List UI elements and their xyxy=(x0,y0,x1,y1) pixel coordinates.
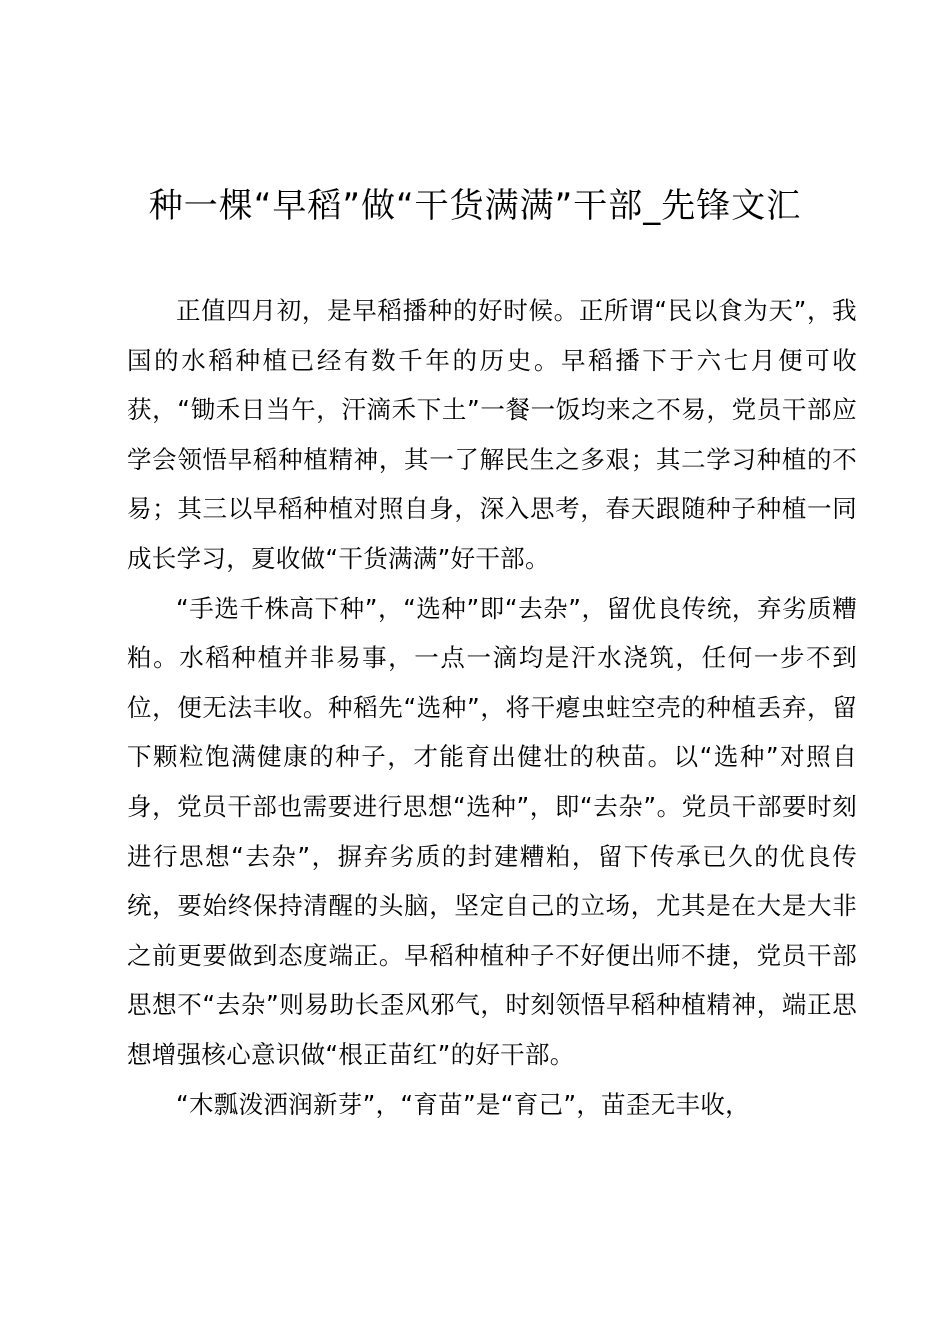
paragraph-1: 正值四月初，是早稻播种的好时候。正所谓“民以食为天”，我国的水稻种植已经有数千年的历史。早稻播下于六七月便可收获，“锄禾日当午，汗滴禾下土”一餐一饭均来之不易，党员干部应学会领悟早稻种植精神，其一了解民生之多艰；其二学习种植的不易；其三以早稻种植对照自身，深入思考，春天跟随种子种植一同成长学习，夏收做“干货满满”好干部。 xyxy=(127,296,857,573)
paragraph-2: “手选千株高下种”，“选种”即“去杂”，留优良传统，弃劣质糟粕。水稻种植并非易事，一点一滴均是汗水浇筑，任何一步不到位，便无法丰收。种稻先“选种”，将干瘪虫蛀空壳的种植丢弃，留下颗粒饱满健康的种子，才能育出健壮的秧苗。以“选种”对照自身，党员干部也需要进行思想“选种”，即“去杂”。党员干部要时刻进行思想“去杂”，摒弃劣质的封建糟粕，留下传承已久的优良传统，要始终保持清醒的头脑，坚定自己的立场，尤其是在大是大非之前更要做到态度端正。早稻种植种子不好便出师不捷，党员干部思想不“去杂”则易助长歪风邪气，时刻领悟早稻种植精神，端正思想增强核心意识做“根正苗红”的好干部。 xyxy=(127,593,857,1069)
paragraph-3: “木瓢泼洒润新芽”，“育苗”是“育己”，苗歪无丰收， xyxy=(176,1089,750,1119)
document-body xyxy=(127,286,857,1129)
document-title: 种一棵“早稻”做“干货满满”干部_先锋文汇 xyxy=(148,186,802,226)
